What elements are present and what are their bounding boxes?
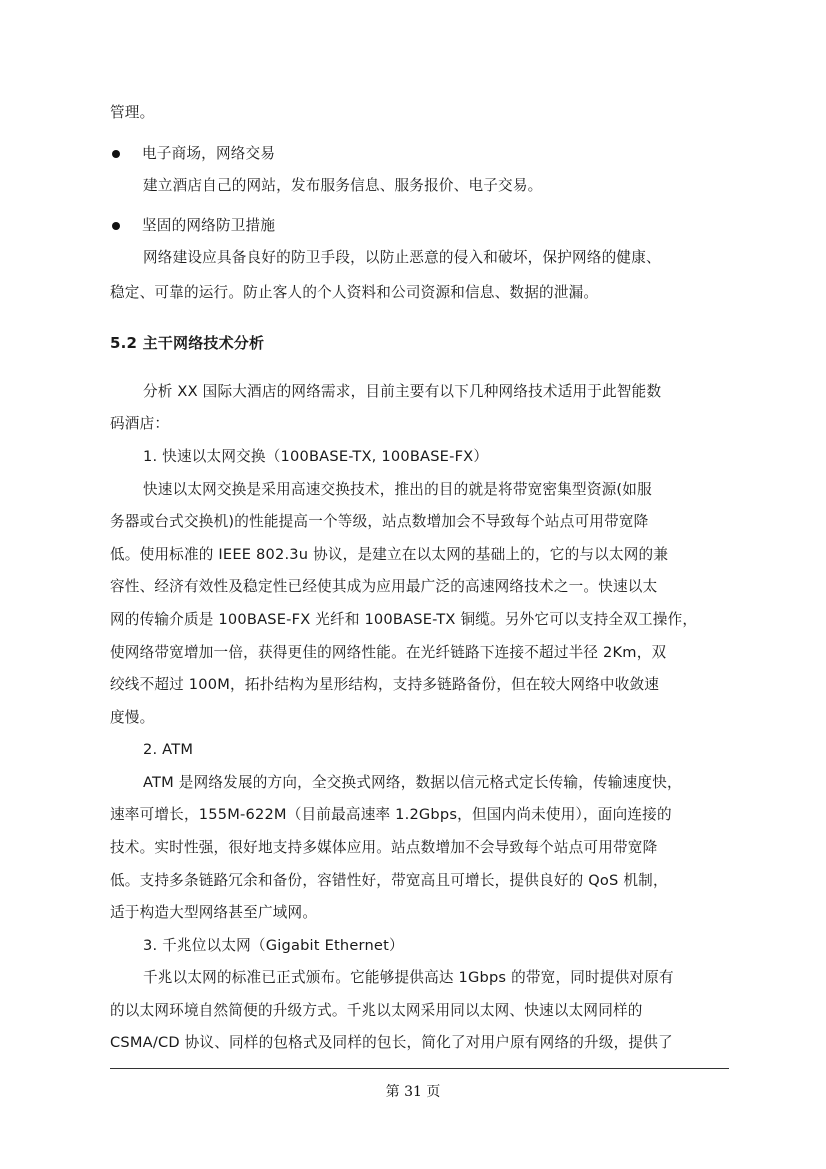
paragraph-line: 务器或台式交换机)的性能提高一个等级，站点数增加会不导致每个站点可用带宽降: [110, 513, 649, 530]
bullet-icon: [112, 222, 120, 230]
paragraph-line: 低。使用标准的 IEEE 802.3u 协议，是建立在以太网的基础上的，它的与以太网的兼: [110, 546, 669, 563]
bullet-title: 电子商场，网络交易: [142, 145, 276, 162]
paragraph-line: 技术。实时性强，很好地支持多媒体应用。站点数增加不会导致每个站点可用带宽降: [110, 839, 658, 856]
paragraph-line: 适于构造大型网络甚至广域网。: [110, 904, 318, 921]
bullet-icon: [112, 150, 120, 158]
paragraph-line: 低。支持多条链路冗余和备份，容错性好，带宽高且可增长，提供良好的 QoS 机制，: [110, 872, 668, 889]
paragraph-line: 网络建设应具备良好的防卫手段，以防止恶意的侵入和破坏，保护网络的健康、: [143, 249, 661, 266]
paragraph-line: 使网络带宽增加一倍，获得更佳的网络性能。在光纤链路下连接不超过半径 2Km，双: [110, 644, 667, 661]
paragraph-line: 速率可增长，155M-622M（目前最高速率 1.2Gbps，但国内尚未使用），面向连接的: [110, 806, 672, 823]
paragraph-line: 度慢。: [110, 709, 155, 726]
paragraph-line: 快速以太网交换是采用高速交换技术，推出的目的就是将带宽密集型资源(如服: [143, 481, 652, 498]
paragraph-line: 网的传输介质是 100BASE-FX 光纤和 100BASE-TX 铜缆。另外它可以支持全双工操作，: [110, 611, 698, 628]
paragraph-line: 容性、经济有效性及稳定性已经使其成为应用最广泛的高速网络技术之一。快速以太: [110, 578, 658, 595]
footer-divider: [110, 1068, 729, 1069]
paragraph-line: 管理。: [110, 104, 155, 121]
section-heading: 5.2 主干网络技术分析: [110, 334, 265, 352]
paragraph-line: 千兆以太网的标准已正式颁布。它能够提供高达 1Gbps 的带宽，同时提供对原有: [143, 969, 674, 986]
bullet-title: 坚固的网络防卫措施: [142, 217, 276, 234]
paragraph-line: CSMA/CD 协议、同样的包格式及同样的包长，简化了对用户原有网络的升级，提供了: [110, 1034, 673, 1051]
subsection-title: 2. ATM: [143, 741, 194, 758]
paragraph-line: 稳定、可靠的运行。防止客人的个人资料和公司资源和信息、数据的泄漏。: [110, 284, 599, 301]
paragraph-line: 绞线不超过 100M，拓扑结构为星形结构，支持多链路备份，但在较大网络中收敛速: [110, 676, 660, 693]
paragraph-line: ATM 是网络发展的方向，全交换式网络，数据以信元格式定长传输，传输速度快，: [143, 774, 682, 791]
paragraph-line: 的以太网环境自然简便的升级方式。千兆以太网采用同以太网、快速以太网同样的: [110, 1002, 643, 1019]
paragraph-line: 码酒店：: [110, 415, 170, 432]
page-number: 第 31 页: [385, 1084, 441, 1100]
paragraph-line: 分析 XX 国际大酒店的网络需求，目前主要有以下几种网络技术适用于此智能数: [143, 383, 662, 400]
subsection-title: 3. 千兆位以太网（Gigabit Ethernet）: [143, 937, 404, 954]
subsection-title: 1. 快速以太网交换（100BASE-TX, 100BASE-FX）: [143, 448, 489, 465]
paragraph-line: 建立酒店自己的网站，发布服务信息、服务报价、电子交易。: [143, 177, 543, 194]
